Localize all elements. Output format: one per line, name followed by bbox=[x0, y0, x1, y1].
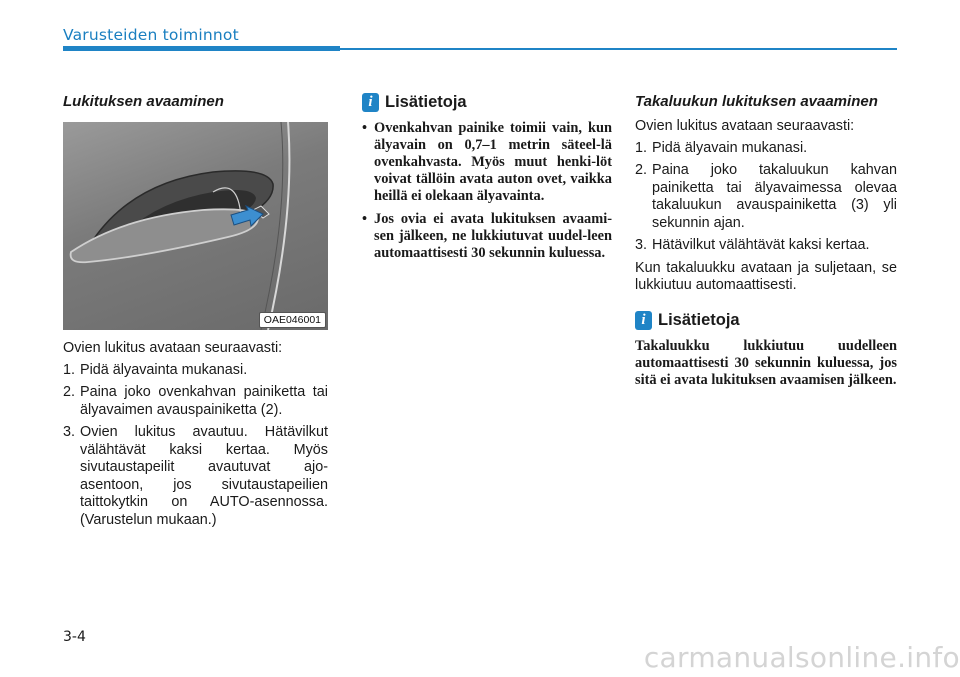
info-heading bbox=[362, 93, 612, 112]
list-item: • Jos ovia ei avata lukituksen avaami-sen jälkeen, ne lukkiutuvat uudel-leen automaattisesti 30 sekunnin kuluessa. bbox=[362, 211, 612, 261]
list-item: 3. Ovien lukitus avautuu. Hätävilkut välähtävät kaksi kertaa. Myös sivutaustapeilit avautuvat ajo-asentoon, jos sivutaustapeilien taittokytkin on AUTO-asennossa. (Varustelun mukaan.) bbox=[63, 424, 328, 528]
column-info bbox=[362, 93, 612, 268]
list-item: 3. Hätävilkut välähtävät kaksi kertaa. bbox=[635, 237, 870, 253]
intro-text: Ovien lukitus avataan seuraavasti: bbox=[63, 340, 283, 356]
outro-text: Kun takaluukku avataan ja suljetaan, se lukkiutuu automaattisesti. bbox=[635, 259, 897, 293]
info-title: Lisätietoja bbox=[658, 310, 740, 329]
list-item: 1. Pidä älyavainta mukanasi. bbox=[63, 361, 248, 378]
heading-unlocking: Lukituksen avaaminen bbox=[63, 93, 224, 110]
header-bar-thin bbox=[340, 48, 897, 50]
info-bullet-list bbox=[362, 120, 612, 262]
door-handle-figure bbox=[63, 122, 328, 330]
info-heading bbox=[635, 311, 897, 330]
section-title: Varusteiden toiminnot bbox=[63, 26, 239, 44]
column-tailgate bbox=[635, 93, 897, 389]
heading-tailgate: Takaluukun lukituksen avaaminen bbox=[635, 93, 878, 110]
header-bar-thick bbox=[63, 46, 340, 51]
intro-text: Ovien lukitus avataan seuraavasti: bbox=[635, 118, 855, 134]
footer-watermark: carmanualsonline.info bbox=[643, 641, 960, 674]
info-icon: i bbox=[362, 93, 379, 112]
list-item: 2. Paina joko takaluukun kahvan painiketta tai älyavaimessa olevaa takaluukun avauspainiketta (3) yli sekunnin ajan. bbox=[635, 162, 897, 231]
info-icon: i bbox=[635, 311, 652, 330]
steps-list bbox=[63, 362, 328, 530]
info-title: Lisätietoja bbox=[385, 93, 467, 111]
figure-code: OAE046001 bbox=[259, 312, 326, 328]
list-item: 1. Pidä älyavain mukanasi. bbox=[635, 139, 808, 156]
page-number: 3-4 bbox=[63, 629, 86, 645]
column-unlocking bbox=[63, 93, 328, 534]
list-item: 2. Paina joko ovenkahvan painiketta tai älyavaimen avauspainiketta (2). bbox=[63, 384, 328, 418]
list-item: • Ovenkahvan painike toimii vain, kun älyavain on 0,7–1 metrin säteel-lä ovenkahvasta. Myös muut henki-löt voivat tällöin avata auton ovet, vaikka heillä ei olekaan älyavainta. bbox=[362, 120, 612, 204]
steps-list bbox=[635, 140, 897, 255]
info-text: Takaluukku lukkiutuu uudelleen automaattisesti 30 sekunnin kuluessa, jos sitä ei avata lukituksen avaamisen jälkeen. bbox=[635, 337, 897, 388]
door-handle-illustration bbox=[63, 122, 328, 330]
